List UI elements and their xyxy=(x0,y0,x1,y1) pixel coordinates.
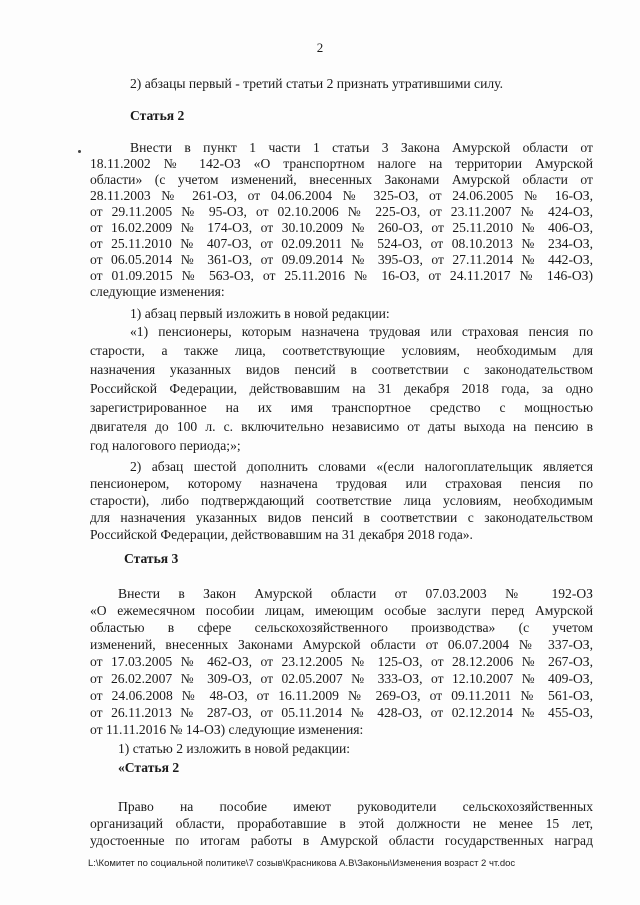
art2-para-line: от 16.02.2009 № 174-ОЗ, от 30.10.2009 № 260-ОЗ, от 25.11.2010 № 406-ОЗ, xyxy=(90,220,593,235)
art3-para-line: областью в сфере сельскохозяйственного производства» (с учетом xyxy=(90,620,593,635)
art2-item1-line: старости, а также лица, соответствующие условиям, необходимым для xyxy=(90,343,593,358)
article-2-heading: Статья 2 xyxy=(130,108,185,123)
page-number: 2 xyxy=(316,40,324,55)
art2-para-line: от 06.05.2014 № 361-ОЗ, от 09.09.2014 № 395-ОЗ, от 27.11.2014 № 442-ОЗ, xyxy=(90,252,593,267)
art2-item1-line: год налогового периода;»; xyxy=(90,438,241,453)
article-3-heading: Статья 3 xyxy=(124,551,179,566)
art2-para-line: области» (с учетом изменений, внесенных Законами Амурской области от xyxy=(90,172,593,187)
art2-para-line: Внести в пункт 1 части 1 статьи 3 Закона Амурской области от xyxy=(130,140,593,155)
art2-para-line: от 25.11.2010 № 407-ОЗ, от 02.09.2011 № 524-ОЗ, от 08.10.2013 № 234-ОЗ, xyxy=(90,236,593,251)
art3-para-line: «О ежемесячном пособии лицам, имеющим особые заслуги перед Амурской xyxy=(90,603,593,618)
art2-item2-line: Российской Федерации, действовавшим на 31 декабря 2018 года». xyxy=(90,527,473,542)
art3-para-line: от 26.02.2007 № 309-ОЗ, от 02.05.2007 № 333-ОЗ, от 12.10.2007 № 409-ОЗ, xyxy=(90,671,593,686)
art2-para-line: от 29.11.2005 № 95-ОЗ, от 02.10.2006 № 225-ОЗ, от 23.11.2007 № 424-ОЗ, xyxy=(90,204,593,219)
art2-para-line: 18.11.2002 № 142-ОЗ «О транспортном налоге на территории Амурской xyxy=(90,156,593,171)
scan-speck xyxy=(78,150,81,153)
quoted-article-heading: «Статья 2 xyxy=(118,760,180,775)
quoted-para-line: организаций области, проработавшие в этой должности не менее 15 лет, xyxy=(90,816,593,831)
art3-para-line: от 17.03.2005 № 462-ОЗ, от 23.12.2005 № 125-ОЗ, от 28.12.2006 № 267-ОЗ, xyxy=(90,654,593,669)
art3-para-line: Внести в Закон Амурской области от 07.03.2003 № 192-ОЗ xyxy=(118,586,593,601)
art2-item1-line: назначения указанных видов пенсий в соответствии с законодательством xyxy=(90,362,593,377)
art2-item1-line: Российской Федерации, действовавшим на 31 декабря 2018 года, за одно xyxy=(90,381,593,396)
art2-item2-line: для назначения указанных видов пенсий в соответствии с законодательством xyxy=(90,510,593,525)
quoted-para-line: удостоенные по итогам работы в Амурской области государственных наград xyxy=(90,833,593,848)
art3-item1-line: 1) статью 2 изложить в новой редакции: xyxy=(118,741,351,756)
art2-item1-line: «1) пенсионеры, которым назначена трудовая или страховая пенсия по xyxy=(130,324,593,339)
art3-para-line: изменений, внесенных Законами Амурской области от 06.07.2004 № 337-ОЗ, xyxy=(90,637,593,652)
art3-para-line: от 24.06.2008 № 48-ОЗ, от 16.11.2009 № 269-ОЗ, от 09.11.2011 № 561-ОЗ, xyxy=(90,688,593,703)
art2-item1-line: зарегистрированное на их имя транспортное средство с мощностью xyxy=(90,400,593,415)
art2-para-line: следующие изменения: xyxy=(90,284,225,299)
art2-item2-line: 2) абзац шестой дополнить словами «(если налогоплательщик является xyxy=(130,459,593,474)
quoted-para-line: Право на пособие имеют руководители сельскохозяйственных xyxy=(118,799,593,814)
art2-para-line: от 01.09.2015 № 563-ОЗ, от 25.11.2016 № 16-ОЗ, от 24.11.2017 № 146-ОЗ) xyxy=(90,268,593,283)
art2-item2-line: старости), либо подтверждающий соответствие лица условиям, необходимым xyxy=(90,493,593,508)
intro-line: 2) абзацы первый - третий статьи 2 признать утратившими силу. xyxy=(130,76,503,91)
art2-item1-line: двигателя до 100 л. с. включительно независимо от даты выхода на пенсию в xyxy=(90,419,593,434)
art2-item1-line: 1) абзац первый изложить в новой редакции: xyxy=(130,306,390,321)
art2-item2-line: пенсионером, которому назначена трудовая или страховая пенсия по xyxy=(90,476,593,491)
footer-file-path: L:\Комитет по социальной политике\7 созыв\Красникова А.В\Законы\Изменения возраст 2 чт.doc xyxy=(88,858,516,869)
art3-para-line: от 11.11.2016 № 14-ОЗ) следующие изменения: xyxy=(90,722,364,737)
art3-para-line: от 26.11.2013 № 287-ОЗ, от 05.11.2014 № 428-ОЗ, от 02.12.2014 № 455-ОЗ, xyxy=(90,705,593,720)
art2-para-line: 28.11.2003 № 261-ОЗ, от 04.06.2004 № 325-ОЗ, от 24.06.2005 № 16-ОЗ, xyxy=(90,188,593,203)
